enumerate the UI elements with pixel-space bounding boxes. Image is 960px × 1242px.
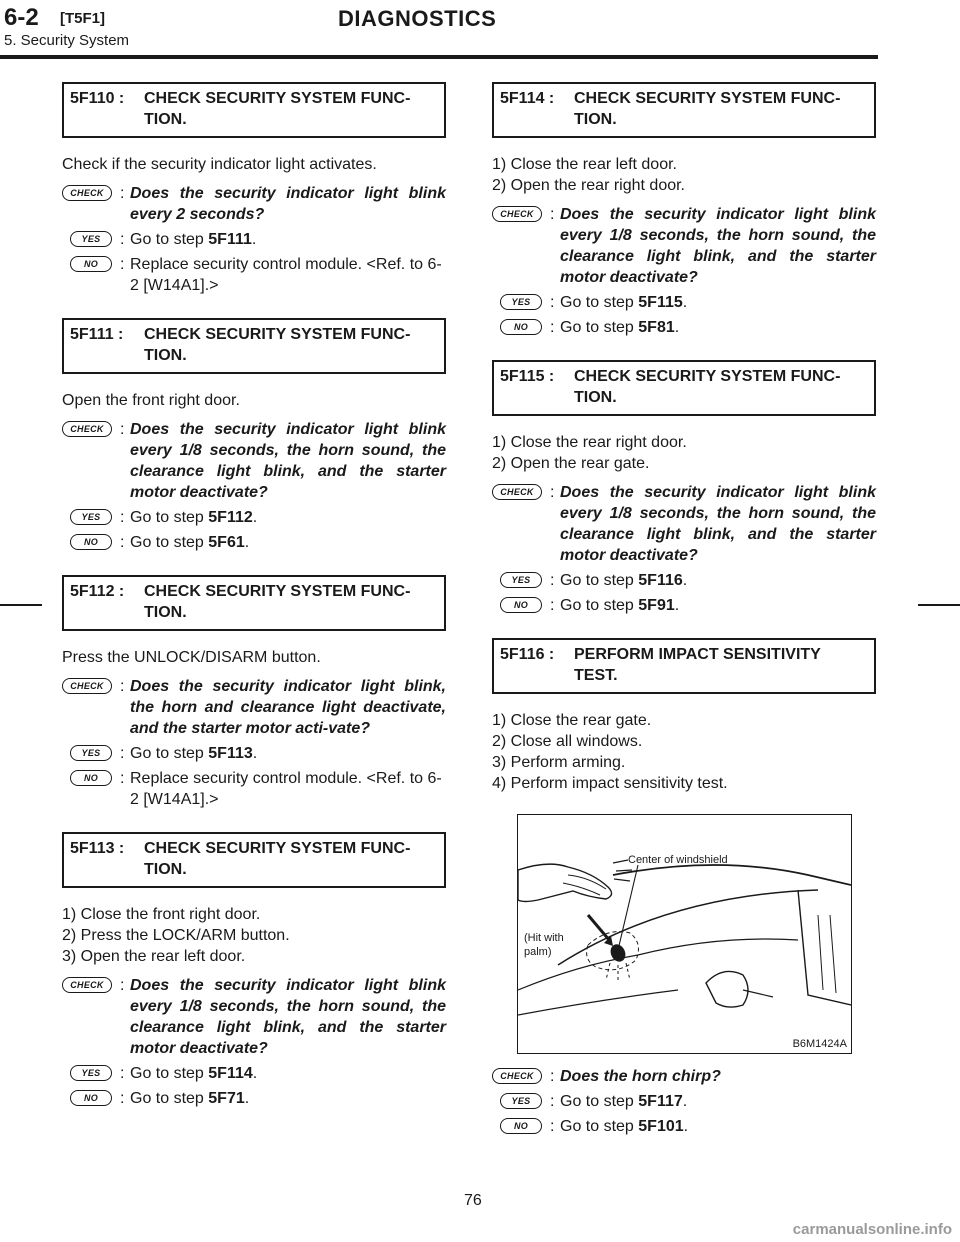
no-prefix: Go to step xyxy=(560,597,634,614)
yes-icon: YES xyxy=(500,294,542,310)
step-id: 5F111 : xyxy=(70,326,124,343)
figure-label-center: Center of windshield xyxy=(628,854,728,866)
check-icon: CHECK xyxy=(492,206,542,222)
no-row: NO : Go to step 5F81. xyxy=(492,317,876,338)
no-row: NO : Go to step 5F71. xyxy=(62,1088,446,1109)
check-row: CHECK : Does the security indicator light blink, the horn and clearance light deactivate, and the starter motor acti-vate? xyxy=(62,676,446,739)
step-5f115 xyxy=(492,360,876,616)
yes-prefix: Go to step xyxy=(130,1065,204,1082)
check-icon: CHECK xyxy=(62,678,112,694)
no-row: NO : Replace security control module. <Ref. to 6-2 [W14A1].> xyxy=(62,254,446,296)
check-icon: CHECK xyxy=(62,977,112,993)
yes-step-link[interactable]: 5F115 xyxy=(638,294,683,311)
no-prefix: Go to step xyxy=(130,1090,204,1107)
step-header xyxy=(492,638,876,694)
no-icon: NO xyxy=(500,597,542,613)
step-instruction: Check if the security indicator light activates. xyxy=(62,156,377,173)
step-5f110 xyxy=(62,82,446,296)
no-row: NO : Go to step 5F61. xyxy=(62,532,446,553)
yes-row: YES : Go to step 5F111. xyxy=(62,229,446,250)
page-number: 76 xyxy=(464,1192,482,1209)
step-title: CHECK SECURITY SYSTEM FUNC-TION. xyxy=(144,840,411,878)
step-5f116 xyxy=(492,638,876,1137)
step-instruction-1: 1) Close the rear right door. xyxy=(492,434,687,451)
no-step-link[interactable]: 5F91 xyxy=(638,597,675,614)
no-prefix: Go to step xyxy=(560,319,634,336)
check-icon: CHECK xyxy=(492,484,542,500)
no-row: NO : Replace security control module. <Ref. to 6-2 [W14A1].> xyxy=(62,768,446,810)
no-prefix: Go to step xyxy=(130,534,204,551)
crop-mark-left xyxy=(0,604,42,606)
step-instruction-1: 1) Close the front right door. xyxy=(62,906,261,923)
check-question: Does the security indicator light blink, the horn and clearance light deactivate, and the starter motor acti-vate? xyxy=(130,678,446,737)
step-id: 5F112 : xyxy=(70,583,125,600)
no-text: Replace security control module. <Ref. to 6-2 [W14A1].> xyxy=(130,256,442,294)
step-header xyxy=(492,360,876,416)
yes-row: YES : Go to step 5F117. xyxy=(492,1091,876,1112)
step-instruction-1: 1) Close the rear left door. xyxy=(492,156,677,173)
step-header xyxy=(62,832,446,888)
yes-step-link[interactable]: 5F112 xyxy=(208,509,253,526)
step-instruction-2: 2) Close all windows. xyxy=(492,733,643,750)
step-instruction-1: 1) Close the rear gate. xyxy=(492,712,652,729)
step-id: 5F114 : xyxy=(500,90,555,107)
no-text: Replace security control module. <Ref. to 6-2 [W14A1].> xyxy=(130,770,442,808)
yes-row: YES : Go to step 5F116. xyxy=(492,570,876,591)
step-title: CHECK SECURITY SYSTEM FUNC-TION. xyxy=(144,583,411,621)
yes-prefix: Go to step xyxy=(130,231,204,248)
check-question: Does the security indicator light blink every 1/8 seconds, the horn sound, the clearance light blink, and the starter motor deactivate? xyxy=(560,206,876,286)
check-row: CHECK : Does the security indicator light blink every 2 seconds? xyxy=(62,183,446,225)
check-question: Does the horn chirp? xyxy=(560,1068,721,1085)
yes-step-link[interactable]: 5F117 xyxy=(638,1093,683,1110)
no-row: NO : Go to step 5F91. xyxy=(492,595,876,616)
yes-icon: YES xyxy=(500,572,542,588)
yes-row: YES : Go to step 5F112. xyxy=(62,507,446,528)
check-icon: CHECK xyxy=(492,1068,542,1084)
step-title: CHECK SECURITY SYSTEM FUNC-TION. xyxy=(144,326,411,364)
step-5f111 xyxy=(62,318,446,553)
no-icon: NO xyxy=(70,770,112,786)
page-subtitle: 5. Security System xyxy=(4,32,130,49)
left-column xyxy=(62,82,446,1131)
no-icon: NO xyxy=(70,1090,112,1106)
yes-prefix: Go to step xyxy=(560,572,634,589)
step-header xyxy=(62,318,446,374)
yes-step-link[interactable]: 5F114 xyxy=(208,1065,253,1082)
yes-prefix: Go to step xyxy=(560,294,634,311)
step-title: CHECK SECURITY SYSTEM FUNC-TION. xyxy=(574,368,841,406)
yes-prefix: Go to step xyxy=(560,1093,634,1110)
yes-row: YES : Go to step 5F113. xyxy=(62,743,446,764)
check-row: CHECK : Does the security indicator light blink every 1/8 seconds, the horn sound, the clearance light blink, and the starter motor deactivate? xyxy=(492,482,876,566)
step-title: CHECK SECURITY SYSTEM FUNC-TION. xyxy=(144,90,411,128)
header-rule xyxy=(0,55,878,59)
yes-step-link[interactable]: 5F111 xyxy=(208,231,252,248)
step-id: 5F116 : xyxy=(500,646,555,663)
figure-code: B6M1424A xyxy=(792,1038,847,1050)
check-row: CHECK : Does the horn chirp? xyxy=(492,1066,876,1087)
step-instruction: Open the front right door. xyxy=(62,392,240,409)
step-5f114 xyxy=(492,82,876,338)
no-prefix: Go to step xyxy=(560,1118,634,1135)
yes-icon: YES xyxy=(70,231,112,247)
yes-prefix: Go to step xyxy=(130,745,204,762)
step-instruction-2: 2) Open the rear gate. xyxy=(492,455,650,472)
check-question: Does the security indicator light blink every 2 seconds? xyxy=(130,185,446,223)
check-icon: CHECK xyxy=(62,421,112,437)
no-icon: NO xyxy=(500,319,542,335)
yes-icon: YES xyxy=(500,1093,542,1109)
yes-row: YES : Go to step 5F115. xyxy=(492,292,876,313)
step-instruction-3: 3) Open the rear left door. xyxy=(62,948,246,965)
figure-label-hit-2: palm) xyxy=(524,946,552,958)
step-header xyxy=(62,575,446,631)
step-id: 5F113 : xyxy=(70,840,125,857)
yes-icon: YES xyxy=(70,509,112,525)
no-step-link[interactable]: 5F61 xyxy=(208,534,245,551)
check-row: CHECK : Does the security indicator light blink every 1/8 seconds, the horn sound, the clearance light blink, and the starter motor deactivate? xyxy=(492,204,876,288)
step-instruction-2: 2) Press the LOCK/ARM button. xyxy=(62,927,290,944)
windshield-impact-figure xyxy=(517,814,852,1054)
check-question: Does the security indicator light blink every 1/8 seconds, the horn sound, the clearance light blink, and the starter motor deactivate? xyxy=(130,421,446,501)
check-question: Does the security indicator light blink every 1/8 seconds, the horn sound, the clearance light blink, and the starter motor deactivate? xyxy=(130,977,446,1057)
no-icon: NO xyxy=(70,256,112,272)
step-instruction-3: 3) Perform arming. xyxy=(492,754,626,771)
no-step-link[interactable]: 5F101 xyxy=(638,1118,684,1135)
step-header xyxy=(492,82,876,138)
check-row: CHECK : Does the security indicator light blink every 1/8 seconds, the horn sound, the clearance light blink, and the starter motor deactivate? xyxy=(62,419,446,503)
no-row: NO : Go to step 5F101. xyxy=(492,1116,876,1137)
yes-icon: YES xyxy=(70,745,112,761)
step-id: 5F110 : xyxy=(70,90,125,107)
step-5f113 xyxy=(62,832,446,1109)
check-row: CHECK : Does the security indicator light blink every 1/8 seconds, the horn sound, the clearance light blink, and the starter motor deactivate? xyxy=(62,975,446,1059)
watermark: carmanualsonline.info xyxy=(792,1221,952,1238)
windshield-diagram xyxy=(518,815,851,1053)
check-question: Does the security indicator light blink every 1/8 seconds, the horn sound, the clearance light blink, and the starter motor deactivate? xyxy=(560,484,876,564)
yes-row: YES : Go to step 5F114. xyxy=(62,1063,446,1084)
step-instruction-4: 4) Perform impact sensitivity test. xyxy=(492,775,728,792)
yes-step-link[interactable]: 5F113 xyxy=(208,745,253,762)
step-instruction: Press the UNLOCK/DISARM button. xyxy=(62,649,321,666)
step-instruction-2: 2) Open the rear right door. xyxy=(492,177,685,194)
yes-prefix: Go to step xyxy=(130,509,204,526)
page-title: DIAGNOSTICS xyxy=(338,6,497,31)
no-icon: NO xyxy=(70,534,112,550)
section-number: 6-2 xyxy=(4,4,39,31)
step-id: 5F115 : xyxy=(500,368,555,385)
crop-mark-right xyxy=(918,604,960,606)
yes-step-link[interactable]: 5F116 xyxy=(638,572,683,589)
no-step-link[interactable]: 5F81 xyxy=(638,319,675,336)
no-step-link[interactable]: 5F71 xyxy=(208,1090,245,1107)
section-code: [T5F1] xyxy=(60,10,105,27)
step-title: PERFORM IMPACT SENSITIVITY TEST. xyxy=(574,646,821,684)
no-icon: NO xyxy=(500,1118,542,1134)
check-icon: CHECK xyxy=(62,185,112,201)
step-header xyxy=(62,82,446,138)
figure-label-hit-1: (Hit with xyxy=(524,932,564,944)
step-title: CHECK SECURITY SYSTEM FUNC-TION. xyxy=(574,90,841,128)
right-column xyxy=(492,82,876,1159)
step-5f112 xyxy=(62,575,446,810)
yes-icon: YES xyxy=(70,1065,112,1081)
